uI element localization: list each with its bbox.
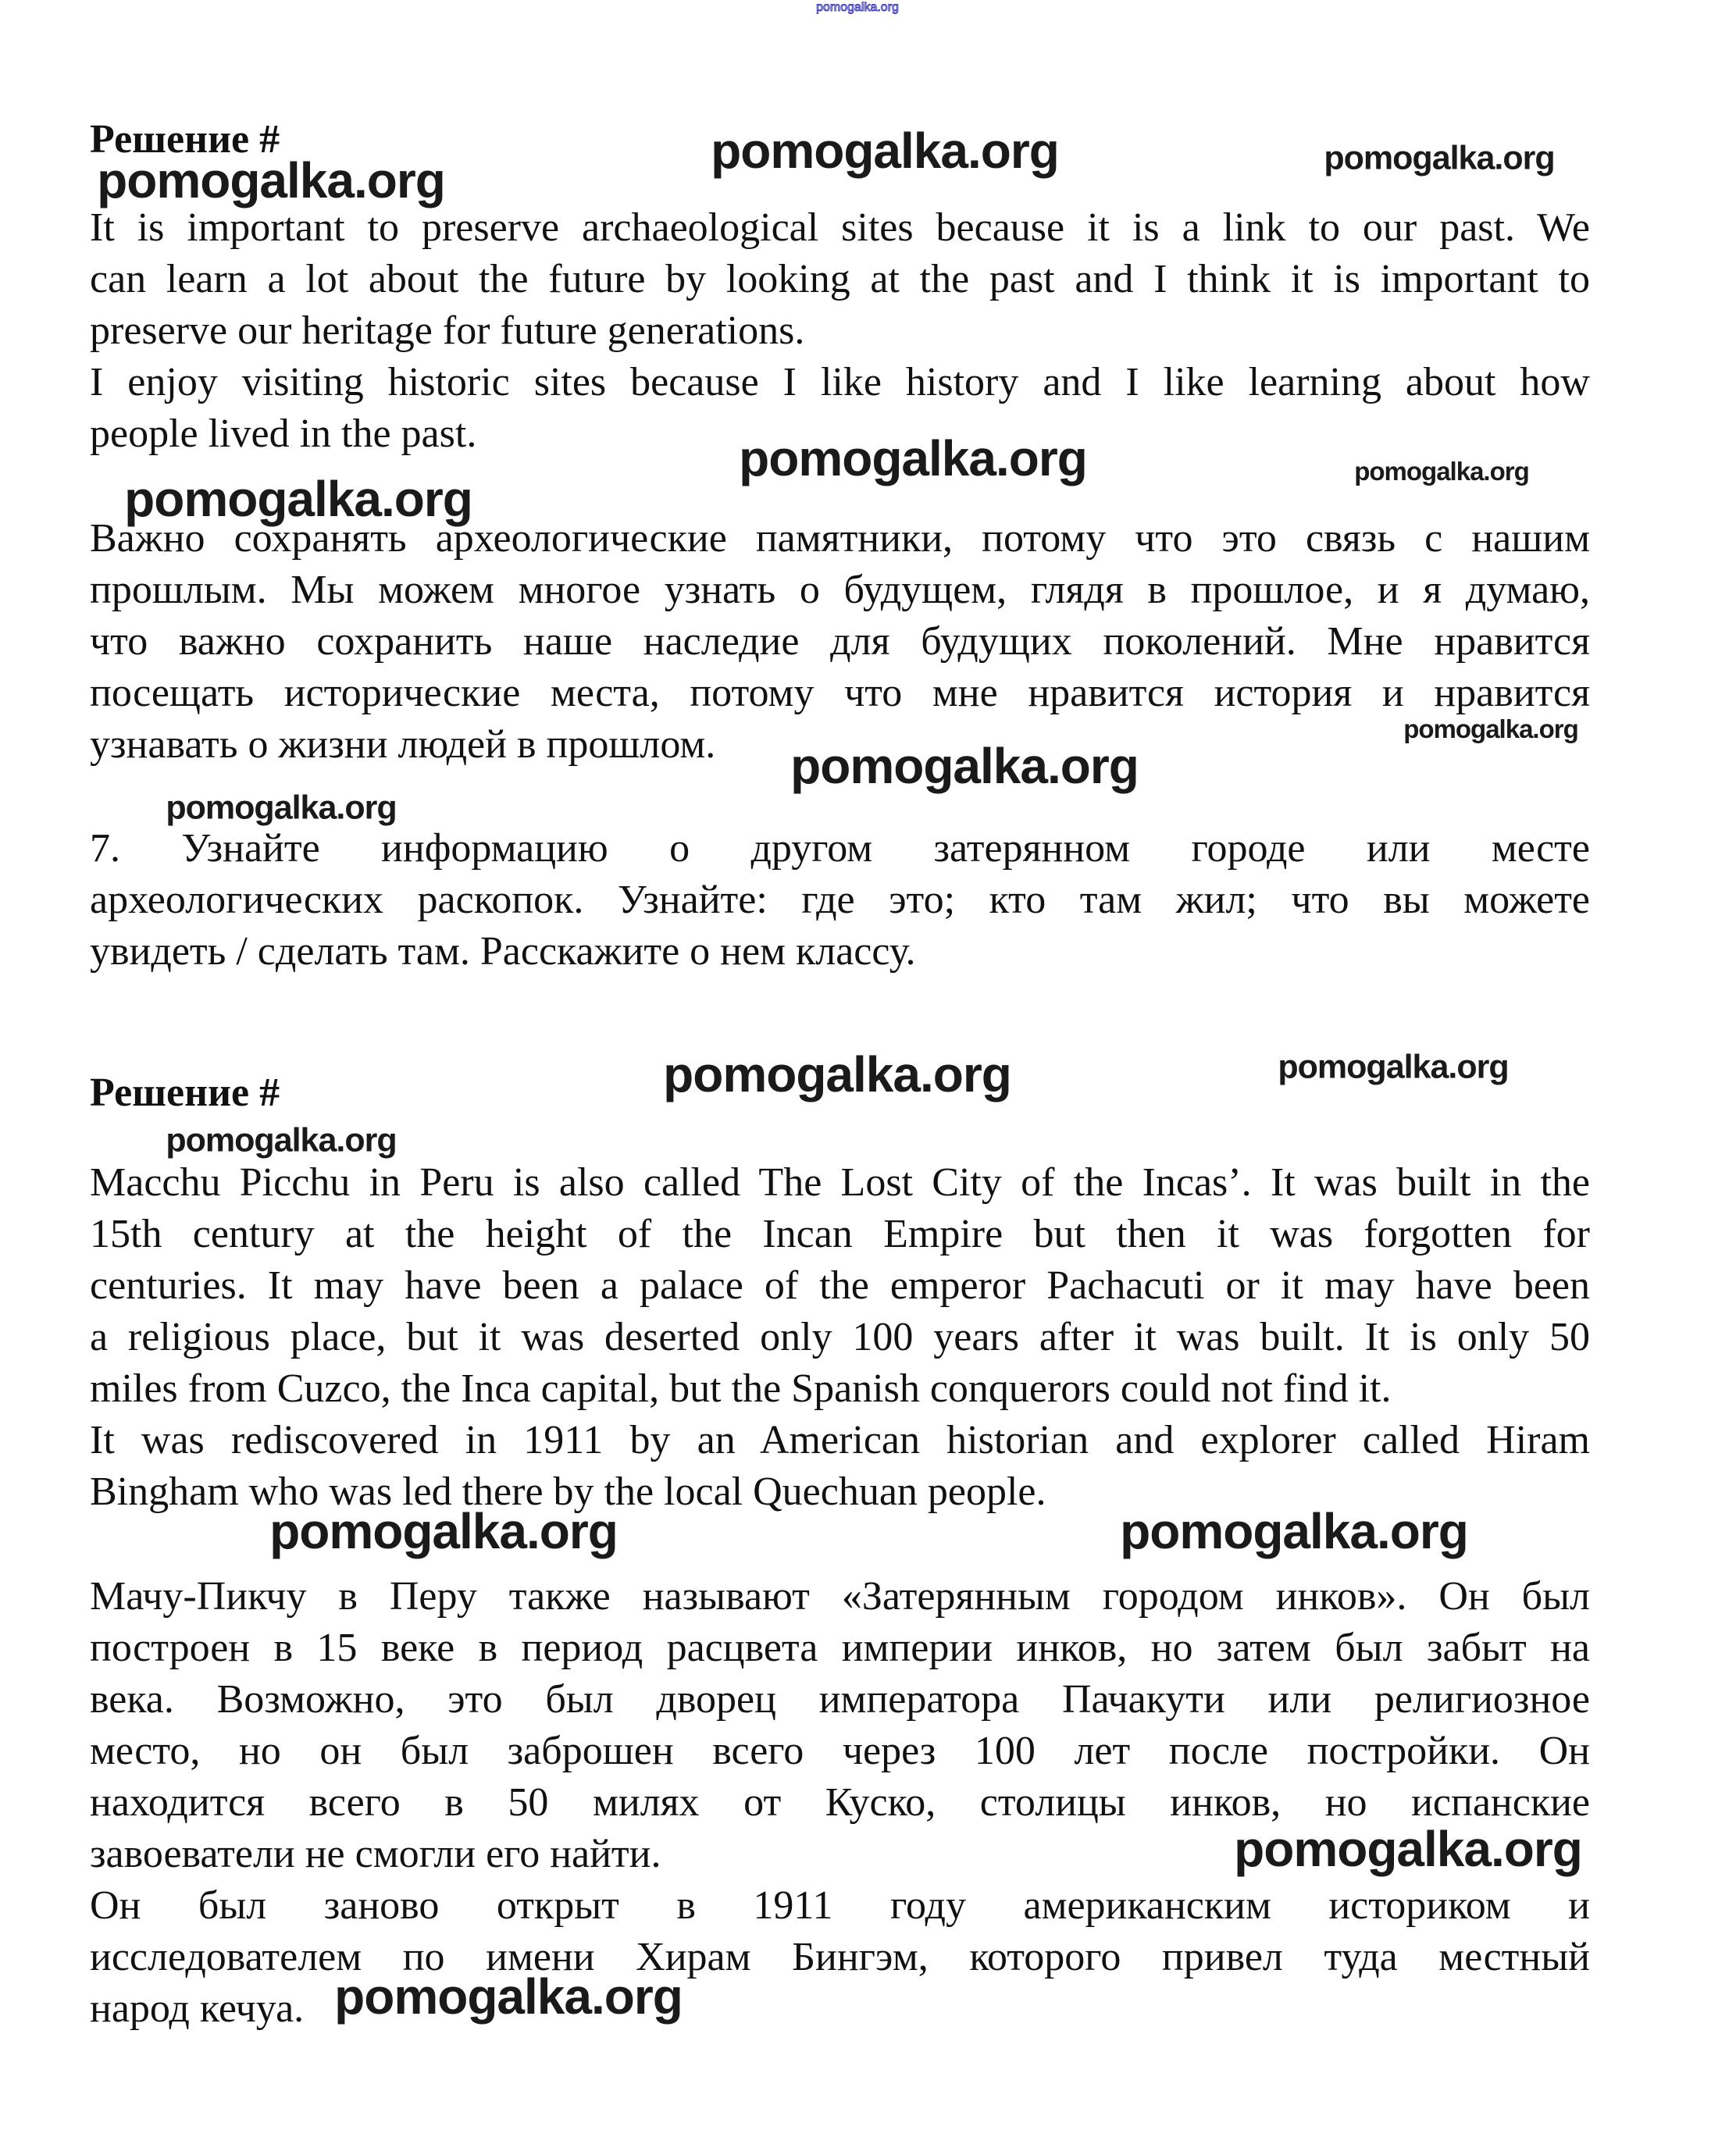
text-line: I enjoy visiting historic sites because I like history and I like learning about how <box>90 360 1590 404</box>
text-line: Он был заново открыт в 1911 году американским историком и <box>90 1883 1590 1928</box>
watermark: pomogalka.org <box>269 1503 618 1559</box>
watermark: pomogalka.org <box>739 430 1087 486</box>
text-line: Bingham who was led there by the local Quechuan people. <box>90 1469 1046 1514</box>
text-line: народ кечуа. <box>90 1986 305 2031</box>
solution-heading: Решение # <box>90 1070 280 1115</box>
watermark: pomogalka.org <box>1354 457 1529 486</box>
text-line: people lived in the past. <box>90 411 477 456</box>
text-line: preserve our heritage for future generations. <box>90 308 805 353</box>
solution2-russian <box>90 1571 1590 2035</box>
text-line: место, но он был заброшен всего через 100 лет после постройки. Он <box>90 1729 1590 1773</box>
text-line: увидеть / сделать там. Расскажите о нем классу. <box>90 929 916 974</box>
watermark: pomogalka.org <box>711 123 1059 179</box>
solution-heading: Решение # <box>90 117 280 162</box>
watermark: pomogalka.org <box>97 152 445 208</box>
text-line: посещать исторические места, потому что мне нравится история и нравится <box>90 671 1590 715</box>
text-line: исследователем по имени Хирам Бингэм, которого привел туда местный <box>90 1935 1590 1979</box>
text-line: завоеватели не смогли его найти. <box>90 1832 661 1876</box>
text-line: археологических раскопок. Узнайте: где это; кто там жил; что вы можете <box>90 878 1590 922</box>
solution2-english <box>90 1157 1590 1518</box>
text-line: века. Возможно, это был дворец императора Пачакути или религиозное <box>90 1677 1590 1722</box>
watermark: pomogalka.org <box>1403 714 1578 743</box>
task-7 <box>90 823 1590 978</box>
watermark: pomogalka.org <box>1234 1821 1582 1877</box>
watermark-top[interactable]: pomogalka.org <box>816 1 899 14</box>
text-line: a religious place, but it was deserted only 100 years after it was built. It is only 50 <box>90 1315 1590 1359</box>
text-line: узнавать о жизни людей в прошлом. <box>90 722 716 767</box>
text-line: находится всего в 50 милях от Куско, столицы инков, но испанские <box>90 1780 1590 1825</box>
text-line: 7. Узнайте информацию о другом затерянном городе или месте <box>90 826 1590 871</box>
watermark: pomogalka.org <box>1278 1048 1509 1086</box>
solution1-russian <box>90 513 1590 771</box>
text-line: miles from Cuzco, the Inca capital, but the Spanish conquerors could not find it. <box>90 1366 1392 1411</box>
text-line: прошлым. Мы можем многое узнать о будущем, глядя в прошлое, и я думаю, <box>90 568 1590 612</box>
watermark: pomogalka.org <box>166 789 397 827</box>
text-line: 15th century at the height of the Incan Empire but then it was forgotten for <box>90 1212 1590 1256</box>
watermark: pomogalka.org <box>790 738 1139 794</box>
text-line: centuries. It may have been a palace of the emperor Pachacuti or it may have been <box>90 1263 1590 1308</box>
text-line: It was rediscovered in 1911 by an American historian and explorer called Hiram <box>90 1418 1590 1462</box>
text-line: Мачу-Пикчу в Перу также называют «Затерянным городом инков». Он был <box>90 1574 1590 1619</box>
text-line: Macchu Picchu in Peru is also called The Lost City of the Incas’. It was built in the <box>90 1160 1590 1205</box>
watermark: pomogalka.org <box>124 471 472 527</box>
watermark: pomogalka.org <box>1120 1503 1468 1559</box>
solution1-english <box>90 202 1590 460</box>
watermark: pomogalka.org <box>334 1968 683 2025</box>
text-line: Важно сохранять археологические памятники, потому что это связь с нашим <box>90 516 1590 561</box>
watermark: pomogalka.org <box>166 1121 397 1159</box>
text-line: построен в 15 веке в период расцвета империи инков, но затем был забыт на <box>90 1626 1590 1670</box>
watermark: pomogalka.org <box>1324 139 1555 177</box>
text-line: can learn a lot about the future by looking at the past and I think it is important to <box>90 257 1590 301</box>
watermark: pomogalka.org <box>663 1046 1011 1102</box>
text-line: что важно сохранить наше наследие для будущих поколений. Мне нравится <box>90 619 1590 664</box>
text-line: It is important to preserve archaeological sites because it is a link to our past. We <box>90 205 1590 250</box>
